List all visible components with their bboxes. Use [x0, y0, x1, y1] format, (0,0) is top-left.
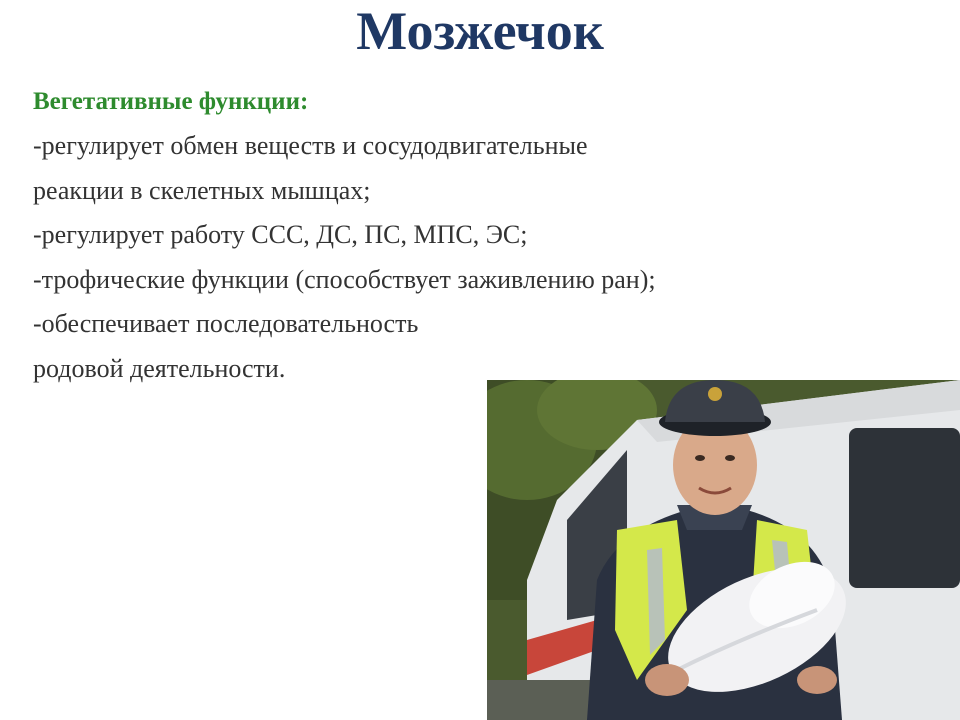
- text-line-2: реакции в скелетных мышцах;: [33, 175, 371, 205]
- subheading: Вегетативные функции:: [33, 88, 309, 115]
- text-line-5: -обеспечивает последовательность: [33, 309, 419, 338]
- text-line-3: -регулирует работу ССС, ДС, ПС, МПС, ЭС;: [33, 220, 528, 249]
- text-line-6: родовой деятельности.: [33, 353, 286, 383]
- slide-body: [33, 80, 913, 391]
- photo-police-officer-with-baby: [487, 380, 960, 720]
- slide-title: Мозжечок: [356, 1, 604, 61]
- text-line-4: -трофические функции (способствует заживлению ран);: [33, 264, 656, 294]
- text-line-1: -регулирует обмен веществ и сосудодвигательные: [33, 131, 588, 160]
